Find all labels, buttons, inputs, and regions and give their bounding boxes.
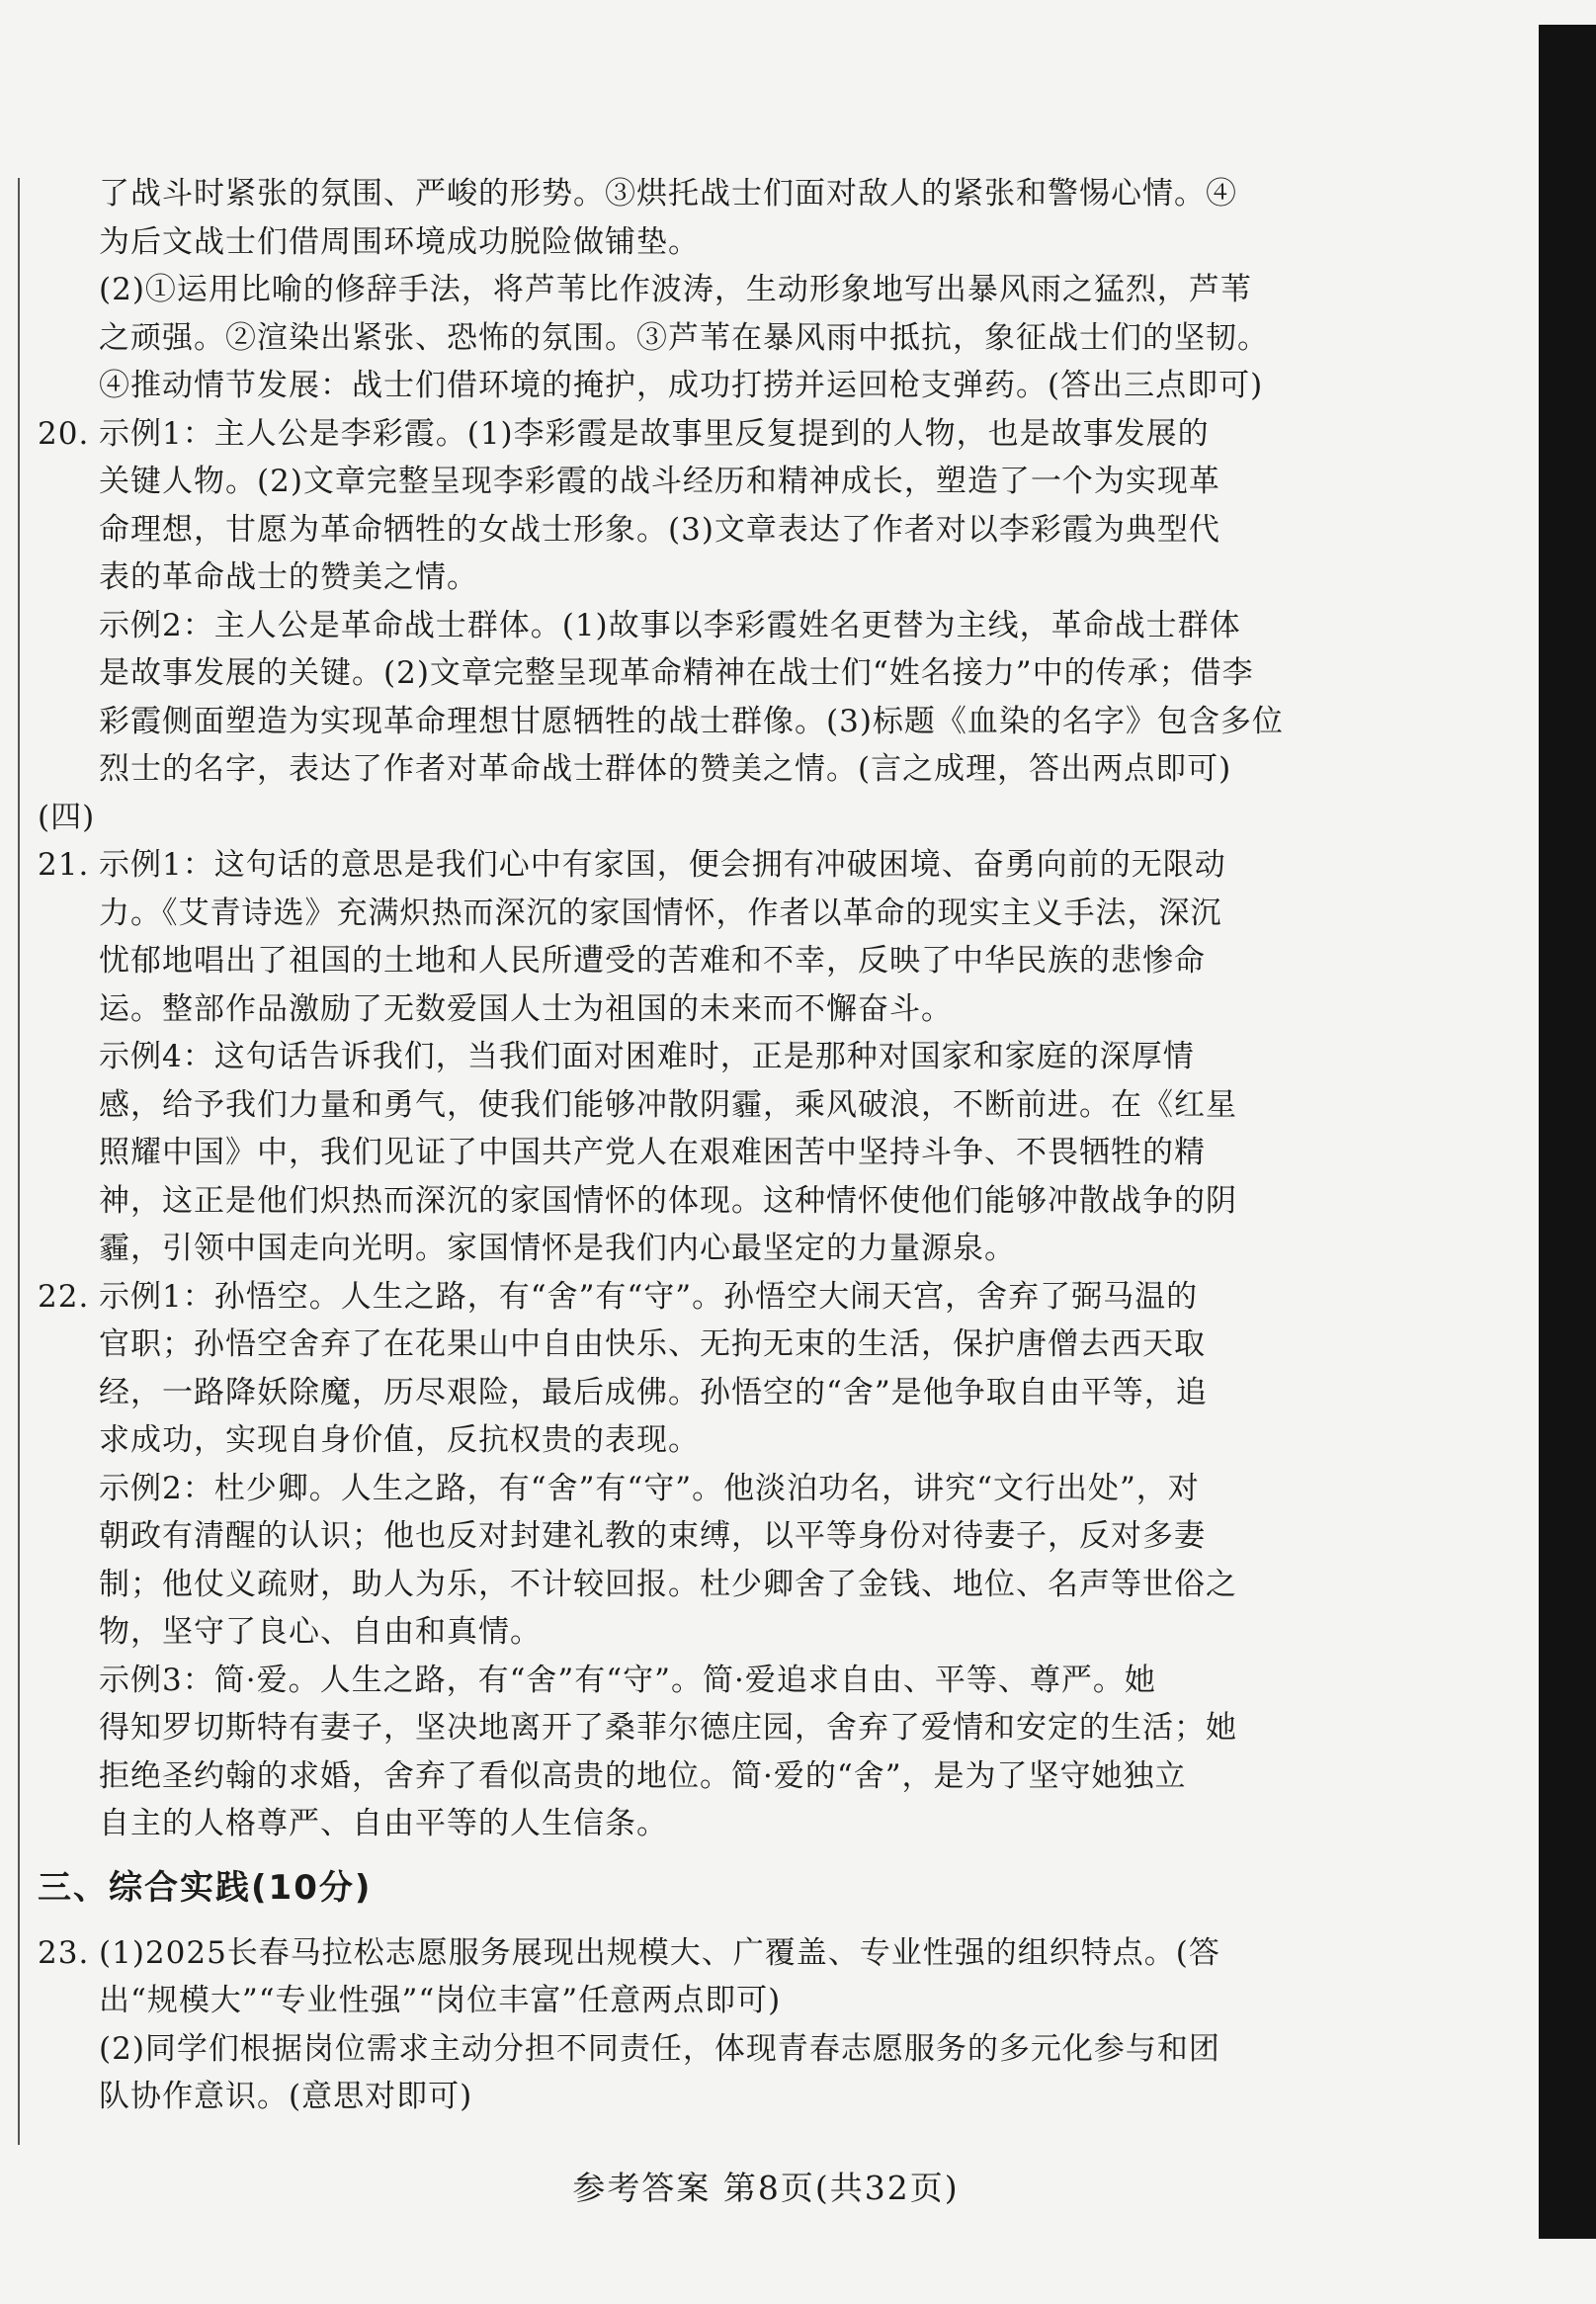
- text-line: 照耀中国》中，我们见证了中国共产党人在艰难困苦中坚持斗争、不畏牺牲的精: [99, 1135, 1206, 1170]
- page-footer: 参考答案 第8页(共32页): [572, 2169, 960, 2207]
- text-line: 朝政有清醒的认识；他也反对封建礼教的束缚，以平等身份对待妻子，反对多妻: [99, 1518, 1206, 1554]
- text-line: 物，坚守了良心、自由和真情。: [99, 1614, 542, 1650]
- part-four-label: (四): [38, 799, 96, 835]
- text-line: 示例4：这句话告诉我们，当我们面对困难时，正是那种对国家和家庭的深厚情: [99, 1039, 1195, 1074]
- text-line: 示例3：简·爱。人生之路，有“舍”有“守”。简·爱追求自由、平等、尊严。她: [99, 1662, 1156, 1698]
- text-line: 拒绝圣约翰的求婚，舍弃了看似高贵的地位。简·爱的“舍”，是为了坚守她独立: [99, 1757, 1187, 1794]
- text-line: 队协作意识。(意思对即可): [99, 2079, 473, 2114]
- text-line: 示例1：这句话的意思是我们心中有家国，便会拥有冲破困境、奋勇向前的无限动: [99, 847, 1226, 883]
- text-line: 示例1：主人公是李彩霞。(1)李彩霞是故事里反复提到的人物，也是故事发展的: [99, 415, 1210, 452]
- text-line: 忧郁地唱出了祖国的土地和人民所遭受的苦难和不幸，反映了中华民族的悲惨命: [99, 943, 1206, 979]
- text-line: 神，这正是他们炽热而深沉的家国情怀的体现。这种情怀使他们能够冲散战争的阴: [99, 1182, 1237, 1219]
- scan-edge-shadow: [1539, 25, 1596, 2239]
- text-line: 示例2：主人公是革命战士群体。(1)故事以李彩霞姓名更替为主线，革命战士群体: [99, 607, 1241, 643]
- text-line: 制；他仗义疏财，助人为乐，不计较回报。杜少卿舍了金钱、地位、名声等世俗之: [99, 1566, 1237, 1602]
- question-number: 22.: [38, 1278, 90, 1315]
- text-line: 了战斗时紧张的氛围、严峻的形势。③烘托战士们面对敌人的紧张和警惕心情。④: [99, 176, 1237, 212]
- text-line: 表的革命战士的赞美之情。: [99, 559, 478, 595]
- text-line: 出“规模大”“专业性强”“岗位丰富”任意两点即可): [99, 1983, 782, 2018]
- question-20: [38, 410, 1346, 794]
- q19-continuation: [99, 170, 1346, 410]
- question-21: [38, 841, 1346, 1273]
- question-number: 21.: [38, 847, 90, 883]
- text-line: 关键人物。(2)文章完整呈现李彩霞的战斗经历和精神成长，塑造了一个为实现革: [99, 464, 1220, 499]
- text-line: (2)同学们根据岗位需求主动分担不同责任，体现青春志愿服务的多元化参与和团: [99, 2030, 1220, 2067]
- text-line: 官职；孙悟空舍弃了在花果山中自由快乐、无拘无束的生活，保护唐僧去西天取: [99, 1326, 1206, 1362]
- question-22: [38, 1273, 1346, 1848]
- text-line: ④推动情节发展：战士们借环境的掩护，成功打捞并运回枪支弹药。(答出三点即可): [99, 368, 1264, 403]
- text-line: 是故事发展的关键。(2)文章完整呈现革命精神在战士们“姓名接力”中的传承；借李: [99, 655, 1254, 691]
- question-number: 20.: [38, 415, 90, 452]
- text-line: 为后文战士们借周围环境成功脱险做铺垫。: [99, 223, 700, 260]
- text-line: 感，给予我们力量和勇气，使我们能够冲散阴霾，乘风破浪，不断前进。在《红星: [99, 1086, 1237, 1123]
- text-line: (1)2025长春马拉松志愿服务展现出规模大、广覆盖、专业性强的组织特点。(答: [99, 1934, 1220, 1971]
- text-line: 求成功，实现自身价值，反抗权贵的表现。: [99, 1422, 700, 1458]
- text-line: 自主的人格尊严、自由平等的人生信条。: [99, 1806, 668, 1841]
- text-line: 烈士的名字，表达了作者对革命战士群体的赞美之情。(言之成理，答出两点即可): [99, 751, 1232, 787]
- text-line: 经，一路降妖除魔，历尽艰险，最后成佛。孙悟空的“舍”是他争取自由平等，追: [99, 1374, 1208, 1410]
- text-line: (2)①运用比喻的修辞手法，将芦苇比作波涛，生动形象地写出暴风雨之猛烈，芦苇: [99, 272, 1252, 307]
- answer-content: [38, 170, 1346, 2121]
- text-line: 示例2：杜少卿。人生之路，有“舍”有“守”。他淡泊功名，讲究“文行出处”，对: [99, 1470, 1200, 1506]
- margin-rule: [18, 178, 20, 2145]
- text-line: 之顽强。②渲染出紧张、恐怖的氛围。③芦苇在暴风雨中抵抗，象征战士们的坚韧。: [99, 319, 1269, 356]
- text-line: 示例1：孙悟空。人生之路，有“舍”有“守”。孙悟空大闹天宫，舍弃了弼马温的: [99, 1278, 1199, 1315]
- text-line: 命理想，甘愿为革命牺牲的女战士形象。(3)文章表达了作者对以李彩霞为典型代: [99, 511, 1220, 548]
- text-line: 力。《艾青诗选》充满炽热而深沉的家国情怀，作者以革命的现实主义手法，深沉: [99, 895, 1222, 931]
- question-number: 23.: [38, 1934, 90, 1971]
- section-heading: 三、综合实践(10分): [38, 1867, 373, 1908]
- question-23: [38, 1929, 1346, 2121]
- text-line: 霾，引领中国走向光明。家国情怀是我们内心最坚定的力量源泉。: [99, 1231, 1016, 1266]
- text-line: 彩霞侧面塑造为实现革命理想甘愿牺牲的战士群像。(3)标题《血染的名字》包含多位: [99, 703, 1284, 739]
- text-line: 得知罗切斯特有妻子，坚决地离开了桑菲尔德庄园，舍弃了爱情和安定的生活；她: [99, 1710, 1237, 1746]
- text-line: 运。整部作品激励了无数爱国人士为祖国的未来而不懈奋斗。: [99, 990, 953, 1027]
